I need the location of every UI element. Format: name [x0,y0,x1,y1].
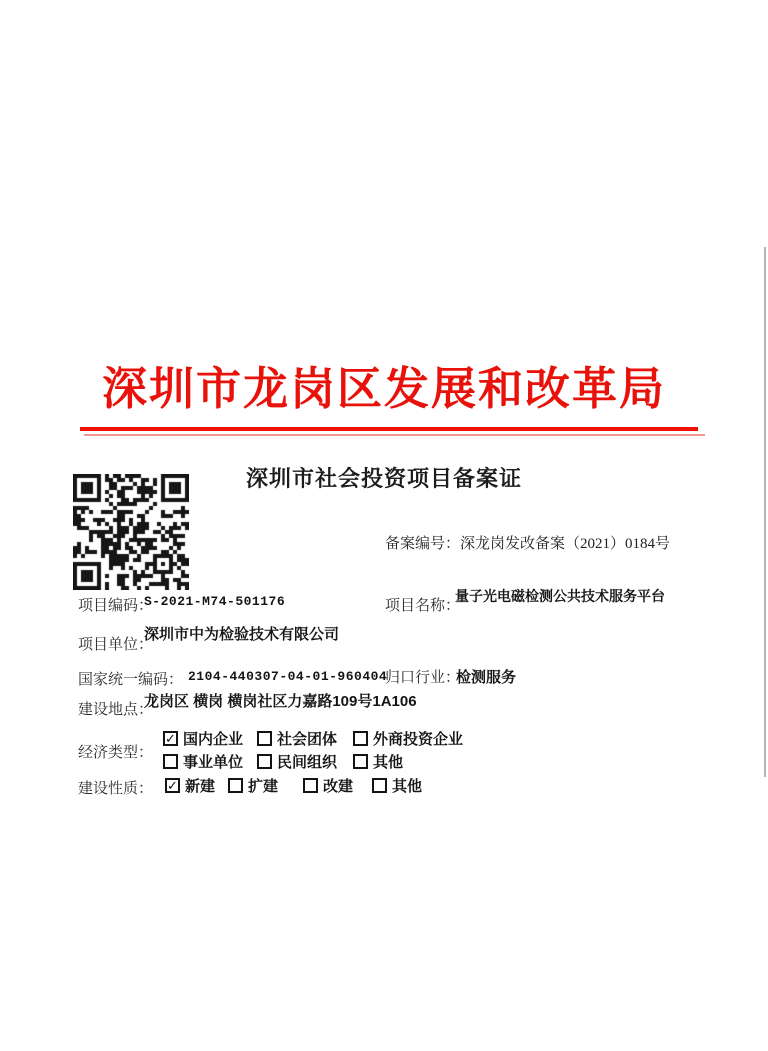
economic-type-option-public-institution [163,751,243,772]
economic-type-option-civil-organization [257,751,337,772]
economic-type-option-foreign-invested [353,728,463,749]
option-label: 其他 [373,754,404,771]
option-label: 改建 [323,778,354,795]
checkbox-icon [353,754,368,769]
location-label: 建设地点： [78,702,154,718]
certificate-title: 深圳市社会投资项目备案证 [245,466,522,491]
project-code-value: S-2021-M74-501176 [144,594,286,609]
project-unit-label: 项目单位： [78,637,154,653]
option-label: 外商投资企业 [373,731,464,748]
location-value: 龙岗区 横岗 横岗社区力嘉路109号1A106 [144,693,417,710]
option-label: 民间组织 [277,754,338,771]
record-number-label: 备案编号： [385,536,461,552]
construction-nature-option-expansion [228,775,278,796]
project-name-value: 量子光电磁检测公共技术服务平台 [455,588,665,604]
economic-type-option-domestic-enterprise [163,728,243,749]
checkbox-icon [165,778,180,793]
scan-edge-line [764,247,766,777]
checkbox-icon [257,731,272,746]
red-rule-thin [84,434,705,436]
option-label: 社会团体 [277,731,338,748]
red-rule-thick [80,427,698,431]
construction-nature-option-renovation [303,775,353,796]
record-number-row [385,532,670,553]
construction-nature-option-new-build [165,775,215,796]
option-label: 国内企业 [183,731,244,748]
agency-title: 深圳市龙岗区发展和改革局 [101,364,666,414]
checkbox-icon [372,778,387,793]
construction-nature-label: 建设性质： [78,781,154,797]
checkbox-icon [257,754,272,769]
checkbox-icon [353,731,368,746]
checkbox-icon [303,778,318,793]
project-code-label: 项目编码： [78,598,154,614]
checkbox-icon [163,754,178,769]
industry-value: 检测服务 [456,669,517,686]
industry-label: 归口行业： [385,670,461,686]
national-code-value: 2104-440307-04-01-960404 [188,669,388,684]
checkbox-icon [163,731,178,746]
option-label: 新建 [185,778,216,795]
option-label: 扩建 [248,778,279,795]
national-code-label: 国家统一编码： [78,672,184,688]
economic-type-option-social-group [257,728,337,749]
economic-type-label: 经济类型： [78,745,154,761]
record-number-value: 深龙岗发改备案（2021）0184号 [460,536,671,552]
option-label: 事业单位 [183,754,244,771]
checkbox-icon [228,778,243,793]
construction-nature-option-other [372,775,422,796]
option-label: 其他 [392,778,423,795]
economic-type-option-other [353,751,403,772]
project-name-label: 项目名称： [385,598,461,614]
project-unit-value: 深圳市中为检验技术有限公司 [144,626,340,643]
